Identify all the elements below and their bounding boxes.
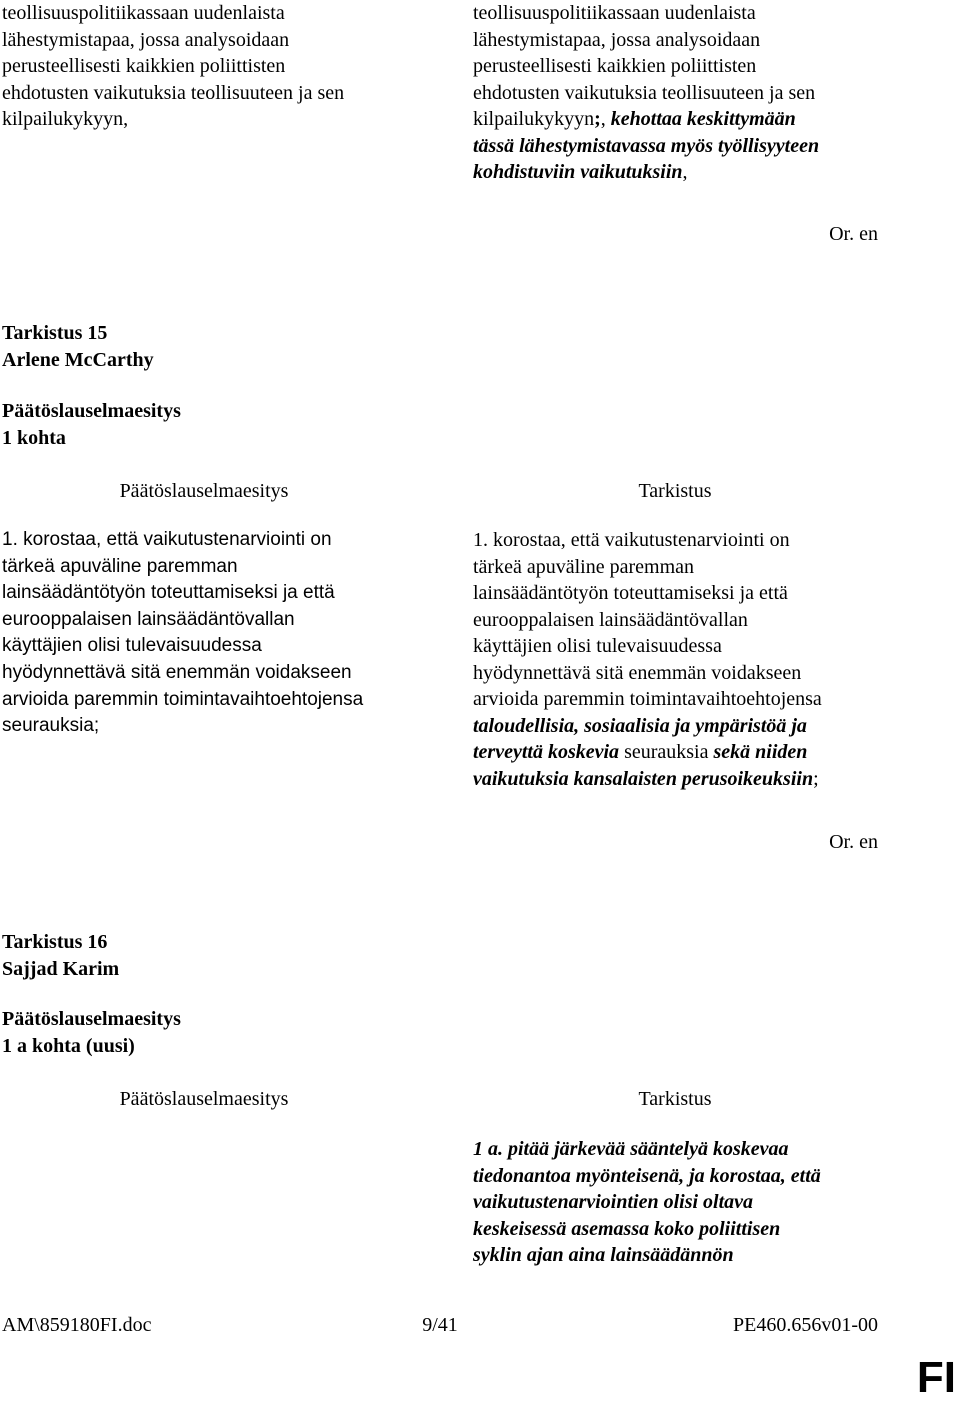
column-heading-left: Päätöslauselmaesitys [119,480,289,502]
text-line: 1. korostaa, että vaikutustenarviointi on [473,529,790,551]
inserted-text: vaikutuksia kansalaisten perusoikeuksiin [473,767,814,790]
plain-text: ; [813,767,819,790]
text-line: seurauksia; [2,715,100,737]
inserted-text: tiedonantoa myönteisenä, ja korostaa, että [473,1164,821,1187]
text-line [473,739,943,766]
footer-document-reference: AM\859180FI.doc [2,1314,152,1336]
text-line [473,159,943,186]
column-heading-left: Päätöslauselmaesitys [119,1088,289,1110]
text-line: ehdotusten vaikutuksia teollisuuteen ja sen [473,81,816,104]
text-line: perusteellisesti kaikkien poliittisten [473,55,757,77]
text-line: arvioida paremmin toimintavaihtoehtojensa [2,688,364,710]
amendment-author: Arlene McCarthy [2,349,154,371]
original-language-label: Or. en [829,831,878,853]
text-line: arvioida paremmin toimintavaihtoehtojensa [473,688,822,710]
plain-text: , [682,161,688,183]
text-line [473,106,943,133]
inserted-text: vaikutustenarviointien olisi oltava [473,1191,754,1213]
text-line: hyödynnettävä sitä enemmän voidakseen [2,661,352,683]
text-line: käyttäjien olisi tulevaisuudessa [473,635,722,657]
footer-page-number: 9/41 [422,1314,458,1336]
amendment16-right-text [473,1136,943,1269]
amendment15-right-text [473,527,943,792]
document-type: Päätöslauselmaesitys [2,400,181,422]
amendment15-left-text [2,527,442,740]
column-heading-right: Tarkistus [638,1088,712,1110]
text-line: tärkeä apuväline paremman [2,555,238,577]
language-mark: FI [916,1353,956,1402]
text-line: 1. korostaa, että vaikutustenarviointi on [2,529,332,550]
text-line: teollisuuspolitiikassaan uudenlaista [2,2,285,24]
text-line: lainsäädäntötyön toteuttamiseksi ja että [2,582,335,604]
inserted-text: kehottaa keskittymään [605,108,796,130]
amendment-title: Tarkistus 16 [2,931,108,953]
text-line: teollisuuspolitiikassaan uudenlaista [473,2,756,24]
inserted-text: keskeisessä asemassa koko poliittisen [473,1217,781,1240]
inserted-text: tässä lähestymistavassa myös työllisyyteen [473,134,820,157]
inserted-text: 1 a. pitää järkevää sääntelyä koskevaa [473,1138,789,1160]
plain-text: kilpailukykyyn [473,108,595,130]
text-line: lainsäädäntötyön toteuttamiseksi ja että [473,582,788,604]
text-line: tärkeä apuväline paremman [473,555,694,578]
text-line: perusteellisesti kaikkien poliittisten [2,55,286,77]
paragraph-reference: 1 a kohta (uusi) [2,1035,135,1057]
amendment-title: Tarkistus 15 [2,322,108,344]
deleted-marker: ; [594,108,601,130]
document-type: Päätöslauselmaesitys [2,1008,181,1030]
top-left-text [2,0,442,133]
plain-text: , [600,108,606,130]
text-line [473,766,943,793]
paragraph-reference: 1 kohta [2,427,66,449]
text-line: eurooppalaisen lainsäädäntövallan [473,608,748,631]
plain-text: seurauksia [619,741,714,763]
inserted-text: terveyttä koskevia [473,741,620,763]
original-language-label: Or. en [829,223,878,245]
column-heading-right: Tarkistus [638,480,712,502]
top-right-text [473,0,943,186]
text-line: kilpailukykyyn, [2,108,129,130]
text-line: ehdotusten vaikutuksia teollisuuteen ja sen [2,81,345,104]
text-line: hyödynnettävä sitä enemmän voidakseen [473,661,802,684]
inserted-text: syklin ajan aina lainsäädännön [473,1244,734,1266]
footer-pe-reference: PE460.656v01-00 [733,1314,878,1336]
text-line: käyttäjien olisi tulevaisuudessa [2,635,262,657]
text-line: lähestymistapaa, jossa analysoidaan [2,28,290,51]
inserted-text: sekä niiden [713,741,808,763]
text-line: eurooppalaisen lainsäädäntövallan [2,608,295,630]
amendment-author: Sajjad Karim [2,958,120,980]
text-line: lähestymistapaa, jossa analysoidaan [473,28,761,51]
inserted-text: taloudellisia, sosiaalisia ja ympäristöä ja [473,714,807,737]
inserted-text: kohdistuviin vaikutuksiin [473,161,683,183]
